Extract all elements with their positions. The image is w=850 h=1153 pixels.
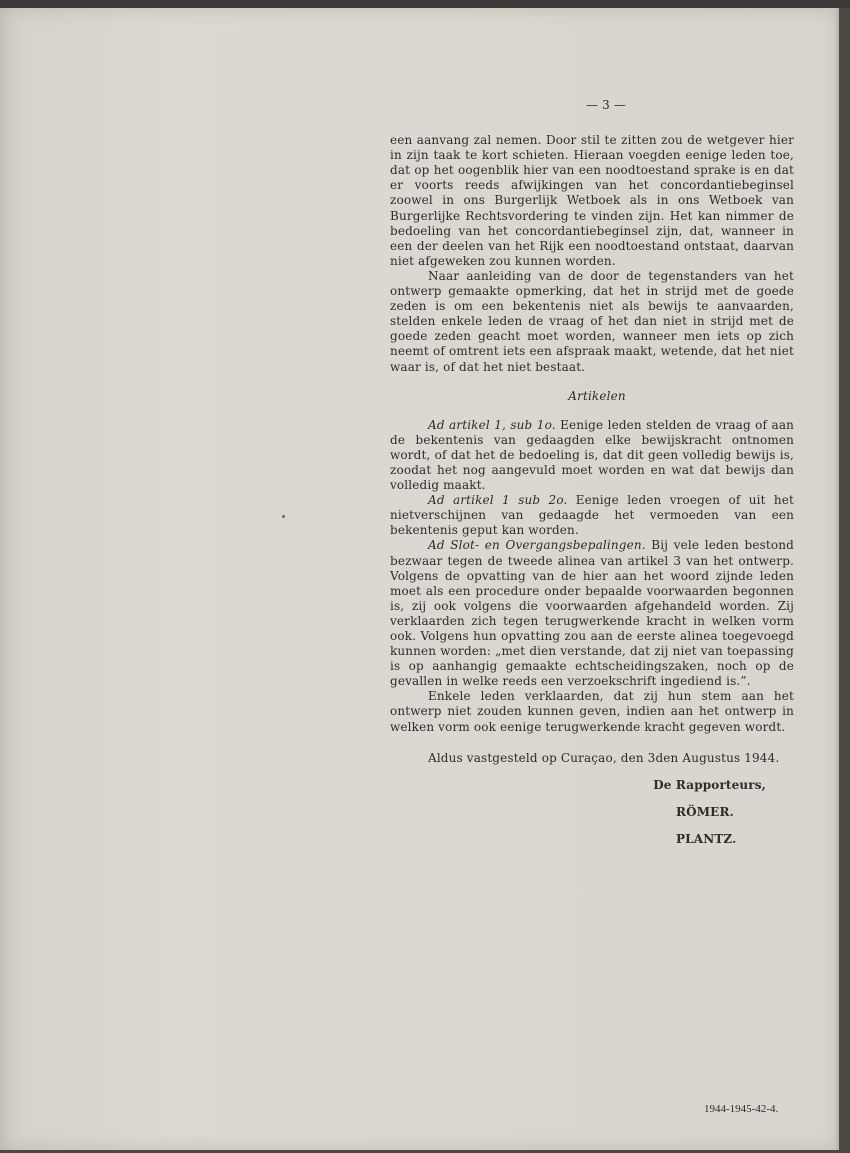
scanner-top-edge bbox=[0, 0, 850, 8]
article-1-sub-2-text: Eenige leden vroegen of uit het nietverschijnen van gedaagde het vermoeden van een bekentenis geput kan worden. bbox=[390, 493, 794, 538]
document-reference: 1944-1945-42-4. bbox=[704, 1103, 779, 1115]
article-transitional-label: Ad Slot- en Overgangsbepalingen. bbox=[428, 538, 646, 553]
page-right-edge bbox=[836, 8, 839, 1150]
article-1-sub-1 bbox=[390, 418, 794, 493]
text-column bbox=[390, 98, 794, 859]
signatory-plantz: PLANTZ. bbox=[676, 831, 737, 846]
article-1-sub-2-label: Ad artikel 1 sub 2o. bbox=[428, 493, 568, 508]
article-1-sub-1-text: Eenige leden stelden de vraag of aan de bekentenis van gedaagden elke bewijskracht ontnomen wordt, of dat het de bedoeling is, dat dit geen volledig bewijs is, zoodat het nog aangevuld moet worden en wat dat bewijs dan volledig maakt. bbox=[390, 417, 795, 493]
article-1-sub-2 bbox=[390, 493, 794, 538]
paragraph-good-morals: Naar aanleiding van de door de tegenstanders van het ontwerp gemaakte opmerking, dat het in strijd met de goede zeden is om een bekentenis niet als bewijs te aanvaarden, stelden enkele leden de vraag of het dan niet in strijd met de goede zeden geacht moet worden, wanneer men iets op zich neemt of omtrent iets een afspraak maakt, wetende, dat het niet waar is, of dat het niet bestaat. bbox=[390, 268, 794, 374]
signatory-romer: RÖMER. bbox=[676, 804, 734, 819]
article-transitional-provisions bbox=[390, 538, 794, 689]
article-transitional-text: Bij vele leden bestond bezwaar tegen de tweede alinea van artikel 3 van het ontwerp. Volgens de opvatting van de hier aan het woord zijnde leden moet als een procedure onder bepaalde voorwaarden begonnen is, zij ook volgens die voorwaarden afgehandeld worden. Zij verklaarden zich tegen terugwerkende kracht in welken vorm ook. Volgens hun opvatting zou aan de eerste alinea toegevoegd kunnen worden: „met dien verstande, dat zij niet van toepassing is op aanhangig gemaakte echtscheidingszaken, noch op de gevallen in welke reeds een verzoekschrift ingediend is.”. bbox=[390, 538, 794, 689]
page-number: — 3 — bbox=[585, 98, 626, 112]
article-1-sub-1-label: Ad artikel 1, sub 1o. bbox=[428, 417, 556, 432]
paragraph-retroactive: Enkele leden verklaarden, dat zij hun stem aan het ontwerp niet zouden kunnen geven, indien aan het ontwerp in welken vorm ook eenige terugwerkende kracht gegeven wordt. bbox=[390, 689, 794, 734]
dateline: Aldus vastgesteld op Curaçao, den 3den Augustus 1944. bbox=[428, 750, 780, 765]
paragraph-concordance: een aanvang zal nemen. Door stil te zitten zou de wetgever hier in zijn taak te kort schieten. Hieraan voegden eenige leden toe, dat op het oogenblik hier van een noodtoestand sprake is en dat er voorts reeds afwijkingen van het concordantiebeginsel zoowel in ons Burgerlijk Wetboek als in ons Wetboek van Burgerlijke Rechtsvordering te vinden zijn. Het kan nimmer de bedoeling van het concordantiebeginsel zijn, dat, wanneer in een der deelen van het Rijk een noodtoestand ontstaat, daarvan niet afgeweken zou kunnen worden. bbox=[390, 133, 794, 268]
signatories-title: De Rapporteurs, bbox=[653, 777, 766, 792]
paper-speck bbox=[282, 515, 285, 518]
section-heading-artikelen: Artikelen bbox=[568, 388, 626, 403]
